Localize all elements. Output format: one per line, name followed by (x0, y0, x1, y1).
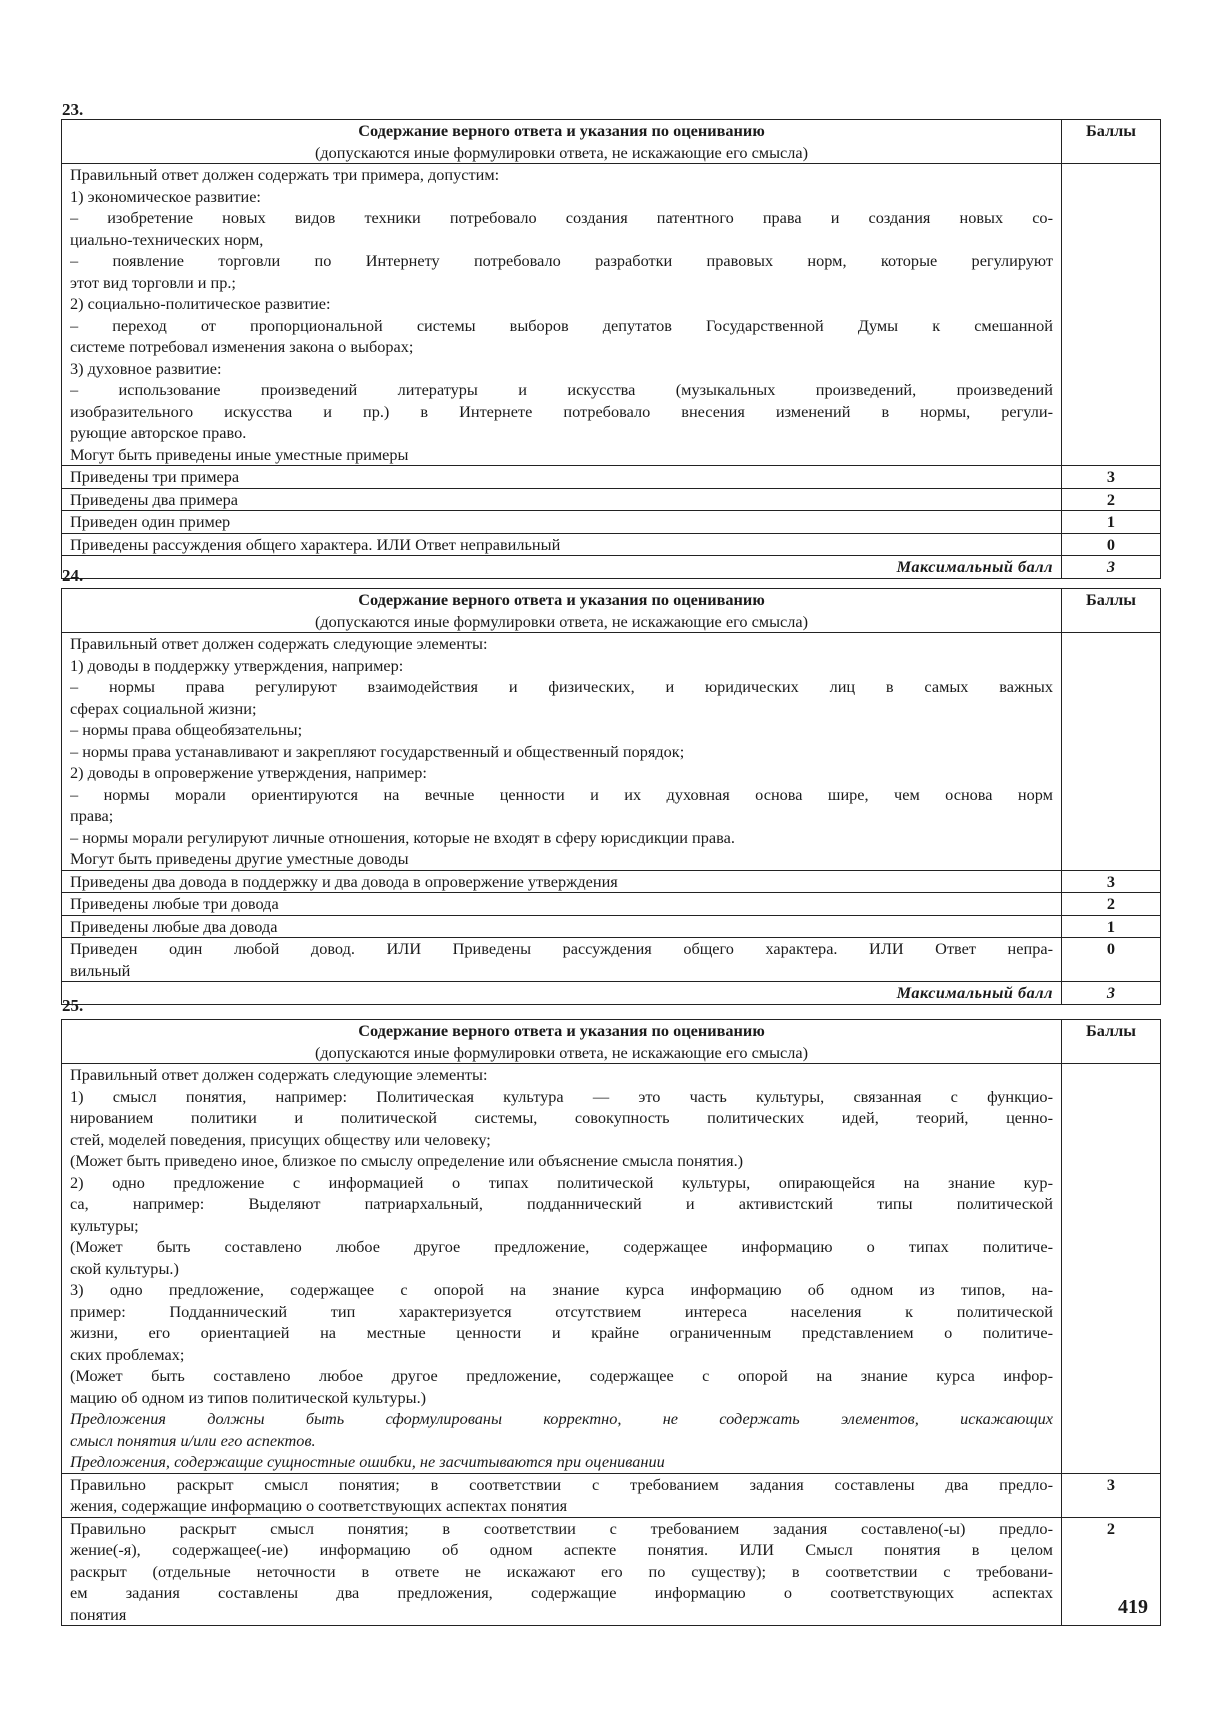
page-number: 419 (1118, 1596, 1148, 1618)
text-line: системе потребовал изменения закона о выборах; (70, 337, 414, 356)
answer-paragraph (70, 1279, 1053, 1365)
scoring-table-23 (61, 119, 1161, 579)
answer-paragraph (70, 1365, 1053, 1408)
text-line: ем задания составлены два предложения, содержащие информацию о соответствующих аспектах (70, 1583, 1053, 1602)
answer-paragraph (70, 293, 1053, 315)
text-line: Предложения, содержащие сущностные ошибки, не засчитываются при оценивании (70, 1452, 665, 1471)
score-criterion-row (62, 915, 1161, 938)
text-line: Приведены три примера (70, 467, 240, 486)
text-line: жения, содержащие информацию о соответствующих аспектах понятия (70, 1496, 568, 1515)
criterion-score: 3 (1062, 1473, 1161, 1517)
answer-paragraph (70, 719, 1053, 741)
header-subtitle: (допускаются иные формулировки ответа, не искажающие его смысла) (314, 1042, 809, 1062)
text-line: Предложения должны быть сформулированы корректно, не содержать элементов, искажающих (70, 1409, 1053, 1428)
criterion-text-cell (62, 1473, 1062, 1517)
header-content-cell (62, 589, 1062, 633)
empty-score-cell (1062, 164, 1161, 466)
answer-paragraph (70, 1086, 1053, 1151)
max-score-row (62, 982, 1161, 1005)
text-line: Приведены два довода в поддержку и два довода в опровержение утверждения (70, 871, 618, 891)
answer-paragraph (70, 784, 1053, 827)
header-score-label: Баллы (1085, 590, 1137, 609)
criterion-text-cell (62, 466, 1062, 489)
text-line: жизни, его ориентацией на местные ценности и крайне ограниченным представлением о политиче- (70, 1323, 1053, 1342)
criterion-score: 2 (1062, 488, 1161, 511)
text-line: – переход от пропорциональной системы выборов депутатов Государственной Думы к смешанной (70, 315, 1053, 335)
text-line: – изобретение новых видов техники потребовало создания патентного права и создания новых со- (70, 208, 1053, 227)
text-line: Правильно раскрыт смысл понятия; в соответствии с требованием задания составлено(-ы) предло- (70, 1518, 1053, 1538)
text-line: Правильный ответ должен содержать три примера, допустим: (70, 165, 500, 184)
criterion-score: 3 (1062, 466, 1161, 489)
text-line: жение(-я), содержащее(-ие) информацию об одном аспекте понятия. ИЛИ Смысл понятия в целом (70, 1540, 1053, 1559)
criterion-text-cell (62, 488, 1062, 511)
criterion-text-cell (62, 938, 1062, 982)
header-score-label: Баллы (1085, 1021, 1137, 1040)
answer-paragraph (70, 1064, 1053, 1086)
text-line: Могут быть приведены другие уместные доводы (70, 849, 409, 868)
score-criterion-row (62, 488, 1161, 511)
text-line: – нормы права регулируют взаимодействия и физических, и юридических лиц в самых важных (70, 677, 1053, 696)
criterion-text-cell (62, 893, 1062, 916)
text-line: пример: Подданнический тип характеризуется отсутствием интереса населения к политической (70, 1301, 1053, 1321)
score-criterion-row (62, 1473, 1161, 1517)
text-line: (Может быть составлено любое другое предложение, содержащее с опорой на знание курса инфор- (70, 1366, 1053, 1385)
score-criterion-row (62, 1517, 1161, 1626)
text-line: права; (70, 806, 114, 825)
answer-paragraph (70, 633, 1053, 655)
header-score-cell (1062, 589, 1161, 633)
text-line: Приведены два примера (70, 489, 238, 509)
text-line: 2) одно предложение с информацией о типах политической культуры, опирающейся на знание кур- (70, 1172, 1053, 1192)
criterion-score: 0 (1062, 533, 1161, 556)
text-line: 3) одно предложение, содержащее с опорой на знание курса информацию об одном из типов, на- (70, 1280, 1053, 1299)
answer-paragraph (70, 762, 1053, 784)
score-criterion-row (62, 870, 1161, 893)
text-line: 1) экономическое развитие: (70, 186, 261, 206)
text-line: Приведены любые три довода (70, 894, 279, 913)
scoring-table-24 (61, 588, 1161, 1005)
score-criterion-row (62, 893, 1161, 916)
text-line: 1) доводы в поддержку утверждения, например: (70, 655, 404, 675)
answer-content-cell (62, 164, 1062, 466)
text-line: – нормы права устанавливают и закрепляют государственный и общественный порядок; (70, 741, 685, 761)
answer-paragraph (70, 741, 1053, 763)
criterion-score: 0 (1062, 938, 1161, 982)
criterion-text-cell (62, 870, 1062, 893)
text-line: Правильный ответ должен содержать следующие элементы: (70, 1065, 488, 1084)
max-score-label: Максимальный балл (62, 982, 1062, 1005)
criterion-score: 1 (1062, 915, 1161, 938)
answer-paragraph (70, 250, 1053, 293)
answer-content-row (62, 164, 1161, 466)
score-criterion-row (62, 466, 1161, 489)
text-line: Правильно раскрыт смысл понятия; в соответствии с требованием задания составлены два предло- (70, 1474, 1053, 1494)
empty-score-cell (1062, 633, 1161, 871)
answer-paragraph (70, 655, 1053, 677)
text-line: Приведен один любой довод. ИЛИ Приведены рассуждения общего характера. ИЛИ Ответ непра- (70, 939, 1053, 958)
answer-paragraph (70, 186, 1053, 208)
header-title: Содержание верного ответа и указания по оцениванию (358, 1021, 765, 1040)
text-line: изобразительного искусства и пр.) в Интернете потребовало внесения изменений в нормы, регули- (70, 401, 1053, 421)
answer-paragraph (70, 1236, 1053, 1279)
answer-paragraph (70, 207, 1053, 250)
text-line: ских проблемах; (70, 1344, 185, 1364)
criterion-score: 2 (1062, 1517, 1161, 1626)
text-line: сферах социальной жизни; (70, 698, 257, 718)
table-header-row (62, 120, 1161, 164)
max-score-value: 3 (1062, 982, 1161, 1005)
text-line: Приведены любые два довода (70, 916, 278, 936)
text-line: Приведены рассуждения общего характера. ИЛИ Ответ неправильный (70, 534, 561, 554)
text-line: раскрыт (отдельные неточности в ответе не искажают его по существу); в соответствии с требовани- (70, 1561, 1053, 1581)
text-line: Могут быть приведены иные уместные примеры (70, 444, 409, 464)
text-line: культуры; (70, 1215, 139, 1235)
answer-paragraph (70, 444, 1053, 466)
text-line: смысл понятия и/или его аспектов. (70, 1430, 316, 1450)
scoring-table-25 (61, 1019, 1161, 1626)
criterion-score: 2 (1062, 893, 1161, 916)
text-line: ской культуры.) (70, 1258, 179, 1278)
answer-paragraph (70, 358, 1053, 380)
header-score-cell (1062, 1020, 1161, 1064)
table-header-row (62, 589, 1161, 633)
text-line: нированием политики и политической системы, совокупность политических идей, теорий, ценно- (70, 1108, 1053, 1127)
header-content-cell (62, 1020, 1062, 1064)
answer-paragraph (70, 676, 1053, 719)
header-score-cell (1062, 120, 1161, 164)
score-criterion-row (62, 533, 1161, 556)
criterion-text-cell (62, 915, 1062, 938)
text-line: (Может быть приведено иное, близкое по смыслу определение или объяснение смысла понятия.) (70, 1151, 744, 1170)
score-criterion-row (62, 511, 1161, 534)
answer-paragraph (70, 379, 1053, 444)
criterion-score: 1 (1062, 511, 1161, 534)
question-number: 23. (62, 100, 84, 119)
text-line: рующие авторское право. (70, 423, 247, 442)
max-score-value: 3 (1062, 556, 1161, 579)
text-line: Правильный ответ должен содержать следующие элементы: (70, 634, 488, 653)
text-line: этот вид торговли и пр.; (70, 272, 236, 292)
empty-score-cell (1062, 1064, 1161, 1474)
text-line: Приведен один пример (70, 512, 231, 531)
criterion-text-cell (62, 511, 1062, 534)
answer-paragraph (70, 1172, 1053, 1237)
score-criterion-row (62, 938, 1161, 982)
answer-paragraph (70, 164, 1053, 186)
text-line: 2) доводы в опровержение утверждения, например: (70, 763, 427, 782)
text-line: 3) духовное развитие: (70, 358, 222, 378)
header-subtitle: (допускаются иные формулировки ответа, не искажающие его смысла) (314, 611, 809, 631)
answer-paragraph (70, 315, 1053, 358)
text-line: – нормы права общеобязательны; (70, 720, 303, 739)
max-score-label: Максимальный балл (62, 556, 1062, 579)
text-line: са, например: Выделяют патриархальный, подданнический и активистский типы политической (70, 1194, 1053, 1213)
criterion-text-cell (62, 533, 1062, 556)
header-content-cell (62, 120, 1062, 164)
text-line: вильный (70, 960, 131, 980)
header-subtitle: (допускаются иные формулировки ответа, не искажающие его смысла) (314, 142, 809, 162)
text-line: понятия (70, 1604, 127, 1624)
text-line: циально-технических норм, (70, 229, 264, 249)
text-line: – использование произведений литературы и искусства (музыкальных произведений, произведений (70, 380, 1053, 399)
text-line: – нормы морали регулируют личные отношения, которые не входят в сферу юрисдикции права. (70, 827, 735, 847)
header-title: Содержание верного ответа и указания по оцениванию (358, 590, 765, 609)
text-line: 2) социально-политическое развитие: (70, 294, 331, 313)
question-number: 25. (62, 996, 84, 1015)
answer-content-row (62, 633, 1161, 871)
text-line: 1) смысл понятия, например: Политическая культура — это часть культуры, связанная с функцио- (70, 1086, 1053, 1106)
header-score-label: Баллы (1085, 121, 1137, 140)
max-score-row (62, 556, 1161, 579)
answer-content-row (62, 1064, 1161, 1474)
answer-paragraph (70, 1408, 1053, 1451)
answer-paragraph (70, 848, 1053, 870)
text-line: (Может быть составлено любое другое предложение, содержащее информацию о типах политиче- (70, 1237, 1053, 1256)
answer-content-cell (62, 633, 1062, 871)
header-title: Содержание верного ответа и указания по оцениванию (358, 121, 765, 140)
answer-paragraph (70, 1451, 1053, 1473)
answer-content-cell (62, 1064, 1062, 1474)
answer-paragraph (70, 1150, 1053, 1172)
text-line: стей, моделей поведения, присущих обществу или человеку; (70, 1129, 491, 1149)
text-line: мацию об одном из типов политической культуры.) (70, 1387, 427, 1407)
text-line: – появление торговли по Интернету потребовало разработки правовых норм, которые регулируют (70, 251, 1053, 270)
text-line: – нормы морали ориентируются на вечные ценности и их духовная основа шире, чем основа норм (70, 784, 1053, 804)
question-number: 24. (62, 566, 84, 585)
criterion-text-cell (62, 1517, 1062, 1626)
table-header-row (62, 1020, 1161, 1064)
answer-paragraph (70, 827, 1053, 849)
criterion-score: 3 (1062, 870, 1161, 893)
